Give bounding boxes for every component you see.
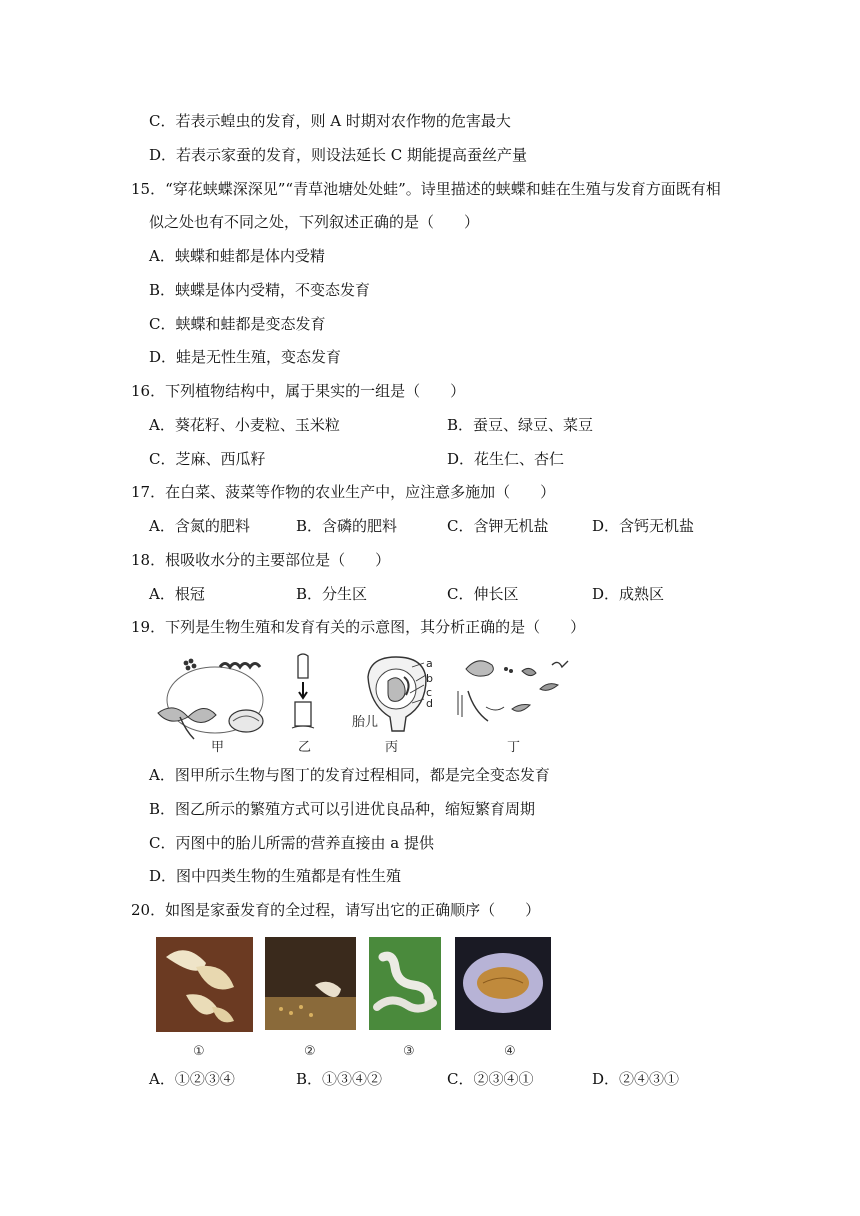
q16-option-a: A．葵花籽、小麦粒、玉米粒	[149, 416, 340, 434]
q18-option-d: D．成熟区	[592, 585, 665, 603]
silkworm-eggs-photo-icon	[265, 937, 356, 1030]
q15-option-d: D．蛙是无性生殖，变态发育	[149, 348, 342, 366]
q15-option-a: A．蛱蝶和蛙都是体内受精	[149, 247, 325, 265]
q18-stem: 18．根吸收水分的主要部位是（ ）	[131, 551, 391, 569]
q19-figure-yi	[288, 652, 318, 732]
q15-option-c: C．蛱蝶和蛙都是变态发育	[149, 315, 326, 333]
q16-option-c: C．芝麻、西瓜籽	[149, 450, 266, 468]
photo-number-3: ③	[403, 1044, 415, 1059]
q20-photo-4	[455, 937, 551, 1030]
figure-label-ding: 丁	[507, 740, 521, 755]
q20-photo-2	[265, 937, 356, 1030]
label-fetus: 胎儿	[352, 715, 379, 730]
frog-development-icon	[456, 655, 571, 735]
q20-option-d: D．②④③①	[592, 1070, 680, 1088]
q14-option-d: D．若表示家蚕的发育，则设法延长 C 期能提高蚕丝产量	[149, 146, 528, 164]
figure-label-bing: 丙	[385, 740, 399, 755]
q19-option-d: D．图中四类生物的生殖都是有性生殖	[149, 867, 402, 885]
figure-label-jia: 甲	[211, 740, 225, 755]
q19-option-a: A．图甲所示生物与图丁的发育过程相同，都是完全变态发育	[149, 766, 550, 784]
photo-number-2: ②	[304, 1044, 316, 1059]
q18-option-c: C．伸长区	[447, 585, 519, 603]
silkworm-larvae-photo-icon	[369, 937, 441, 1030]
q17-option-a: A．含氮的肥料	[149, 517, 250, 535]
q16-stem: 16．下列植物结构中，属于果实的一组是（ ）	[131, 382, 466, 400]
q19-stem: 19．下列是生物生殖和发育有关的示意图，其分析正确的是（ ）	[131, 618, 586, 636]
silkworm-moth-photo-icon	[156, 937, 253, 1032]
q19-figure-ding	[456, 655, 571, 735]
photo-number-4: ④	[504, 1044, 516, 1059]
q17-option-b: B．含磷的肥料	[296, 517, 398, 535]
photo-number-1: ①	[193, 1044, 205, 1059]
label-c: c	[426, 686, 433, 699]
q17-option-d: D．含钙无机盐	[592, 517, 695, 535]
q15-stem-line1: 15．“穿花蛱蝶深深见”“青草池塘处处蛙”。诗里描述的蛱蝶和蛙在生殖与发育方面既有相	[131, 180, 721, 198]
q20-photo-3	[369, 937, 441, 1030]
figure-label-yi: 乙	[298, 740, 312, 755]
q15-stem-line2: 似之处也有不同之处，下列叙述正确的是（ ）	[149, 213, 480, 231]
q20-stem: 20．如图是家蚕发育的全过程，请写出它的正确顺序（ ）	[131, 901, 541, 919]
q16-option-b: B．蚕豆、绿豆、菜豆	[447, 416, 594, 434]
q16-option-d: D．花生仁、杏仁	[447, 450, 565, 468]
q17-stem: 17．在白菜、菠菜等作物的农业生产中，应注意多施加（ ）	[131, 483, 556, 501]
q18-option-b: B．分生区	[296, 585, 368, 603]
q15-option-b: B．蛱蝶是体内受精，不变态发育	[149, 281, 371, 299]
q19-option-c: C．丙图中的胎儿所需的营养直接由 a 提供	[149, 834, 434, 852]
label-b: b	[426, 672, 433, 685]
label-d: d	[426, 697, 433, 710]
q20-photo-1	[156, 937, 253, 1032]
q14-option-c: C．若表示蝗虫的发育，则 A 时期对农作物的危害最大	[149, 112, 511, 130]
q20-option-c: C．②③④①	[447, 1070, 534, 1088]
q20-option-a: A．①②③④	[149, 1070, 235, 1088]
q20-option-b: B．①③④②	[296, 1070, 383, 1088]
label-a: a	[426, 657, 433, 670]
q17-option-c: C．含钾无机盐	[447, 517, 549, 535]
q18-option-a: A．根冠	[149, 585, 205, 603]
grafting-icon	[288, 652, 318, 732]
silkworm-pupa-photo-icon	[455, 937, 551, 1030]
q19-option-b: B．图乙所示的繁殖方式可以引进优良品种，缩短繁育周期	[149, 800, 536, 818]
